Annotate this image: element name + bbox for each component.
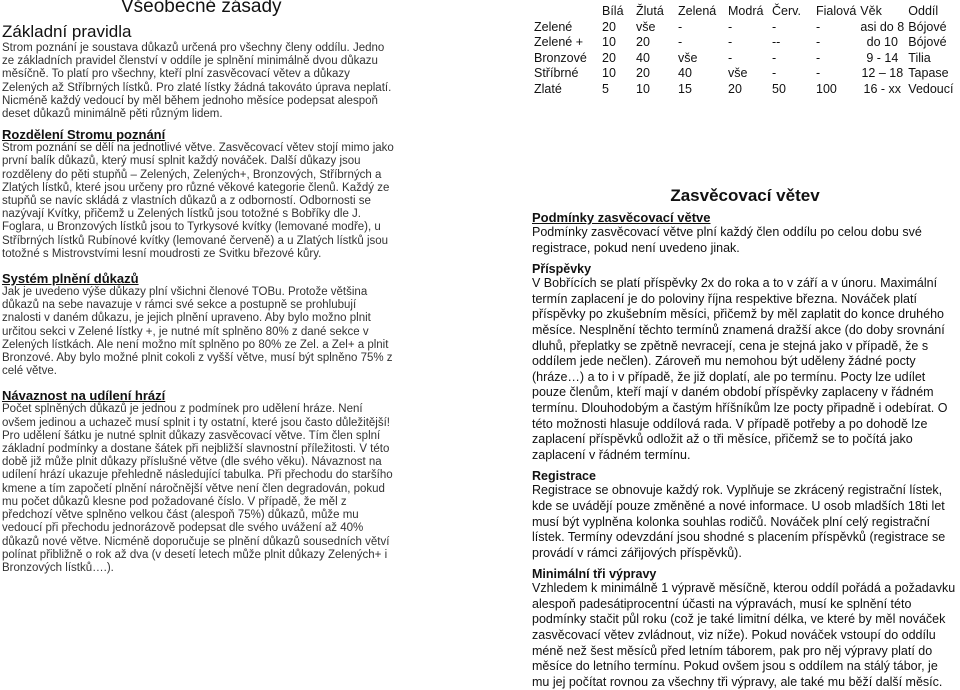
table-cell: Stříbrné [534,66,579,80]
basic-rules-paragraph: Strom poznání je soustava důkazů určená pro všechny členy oddílu. Jedno ze základních pravidel členství v oddíle je splnění minimálně dvou důkazu měsíčně. To platí pro všechny, kteří plní zasvěcovací větev a důkazy Zelených až Stříbrných lístků. Pro zlaté lístky žádná takováto úprava neplatí. Nicméně každý vedoucí by měl během jednoho měsíce podepsat alespoň deset důkazů minimálně pěti různým lidem. [2,42,392,121]
system-heading: Systém plnění důkazů [2,271,139,287]
table-row [532,35,958,51]
table-cell: - [728,19,733,34]
return-paragraph: Počet splněných důkazů je jednou z podmínek pro udělení hráze. Není ovšem jedinou a uchazeč musí splnit i ty ostatní, které jsou často důležitější! Pro udělení šátku je nutné splnit důkazy zasvěcovací větve. Tím člen splní základní podmínky a dostane šátek při nejbližší slavnostní příležitosti. V této době již může plnit důkazy příslušné větve (dle svého věku). Návaznost na udílení hrází ukazuje přehledně následující tabulka. Při přechodu do staršího kmene a tím započetí plnění náročnější větve není člen degradován, pokud mu počet důkazů klesne pod požadované číslo. V případě, že měl z předchozí větve splněno velkou část (alespoň 75%) důkazů, může mu vedoucí při přechodu jednorázově podepsat dle svého uvážení až 40% důkazů nové větve. Nicméně doporučuje se plnění důkazů sousedních větví polínat přibližně o rok až dva (v desetí letech může plnit důkazy Zelených+ i Bronzových lístků….). [2,403,393,574]
table-cell: - [772,19,777,34]
table-cell: 40 [678,66,692,80]
table-cell: 50 [772,81,786,96]
table-cell: vše [728,66,748,80]
table-cell: Zelené [534,19,573,34]
table-cell: - [728,35,733,49]
basic-rules-heading: Základní pravidla [2,22,132,41]
table-cell: - [772,50,777,65]
table-cell: 10 [636,81,650,96]
table-cell: - [816,35,821,49]
table-cell: 15 [678,81,692,96]
table-cell: 20 [602,50,616,65]
table-header-cell: Oddíl [908,4,939,18]
table-header-cell: Bílá [602,4,624,18]
table-cell: Vedoucí [908,81,954,96]
table-cell: 16 - xx [863,81,902,96]
table-cell: 9 - 14 [866,50,899,65]
table-cell: 12 – 18 [861,66,904,80]
levels-table [532,4,958,97]
table-header-cell: Červ. [772,4,801,18]
fees-paragraph: V Bobřících se platí příspěvky 2x do roka a to v září a v únoru. Maximální termín zaplacení je do poloviny října respektive března. Nováček platí příspěvky po zkušebním měsíci, přičemž by měl zaplatit do konce druhého měsíce. Nesplnění těchto termínů znamená dražší akce (do doby srovnání dluhů, přeplatky se zpětně nevracejí, cena je stejná jako v případě, že s oddílem jede nečlen). Zároveň mu nemohou být uděleny žádné pocty (hráze…) a to i v případě, že již doplatí, ale po termínu. Pocty lze udílet pouze členům, kteří mají v daném období příspěvky zaplaceny v řádném termínu. Dlouhodobým a častým hříšníkům lze pocty připadně i odebírat. O této možnosti hlasuje oddílová rada. V případě potřeby a po dohodě lze zaplacení příspěvků odložit až o tři měsíce, přičemž se to počítá jako zaplacení v řádném termínu. [532,276,948,462]
table-cell: - [678,19,683,34]
table-cell: - [772,66,777,80]
table-header-cell: Fialová [816,4,857,18]
table-cell: 100 [816,81,837,96]
table-header-row [532,4,958,20]
division-paragraph: Strom poznání se dělí na jednotlivé větve. Zasvěcovací větev stojí mimo jako první balík důkazů, který musí splnit každý nováček. Další důkazy jsou rozděleny do pěti stupňů – Zelených, Zelených+, Bronzových, Stříbrných a Zlatých lístků, které jsou určeny pro různé věkové kategorie členů. Každý ze stupňů se navíc skládá z vlastních důkazů a z odborností. Odbornosti se nazývají Kvítky, přičemž u Zelených lístků jsou totožné s Bobříky dle J. Foglara, u Bronzových lístků jsou to Tyrkysové kvítky (lemované modře), u Stříbrných lístků Rubínové kvítky (lemované červeně) a u Zlatých lístků jsou totožné s Mistrovstvími lesní moudrosti ze Svitku březové kůry. [2,142,394,260]
table-row [532,51,958,67]
table-row [532,82,958,98]
trips-paragraph: Vzhledem k minimálně 1 výpravě měsíčně, kterou oddíl pořádá a požadavku alespoň padesátiprocentní účasti na výpravách, musí ke splnění této podmínky stačit půl roku (což je také limitní délka, ve které by měl nováček zasvěcovací větev zvládnout, viz níže). Pokud nováček vstoupí do oddílu méně než šest měsíců před letním táborem, pak pro něj výpravy platí do měsíce do letního termínu. Pokud ovšem jsou s oddílem na stálý tábor, je mu jej počítat rovnou za všechny tři výpravy, ale také mu běží další měsíc. [532,581,956,689]
table-cell: Zelené + [534,35,583,49]
table-cell: Bójové [908,35,947,49]
table-row [532,66,958,82]
table-cell: 20 [636,35,650,49]
table-cell: vše [678,50,698,65]
table-cell: - [816,66,821,80]
table-cell: - [816,19,821,34]
table-row [532,20,958,36]
conditions-heading: Podmínky zasvěcovací větve [532,210,711,225]
table-cell: - [678,35,683,49]
table-header-cell: Modrá [728,4,764,18]
table-header-cell [532,4,600,20]
registration-heading: Registrace [532,469,596,484]
table-cell: Bójové [908,19,947,34]
initiation-section [532,186,958,690]
table-cell: 20 [636,66,650,80]
table-cell: 10 [602,35,616,49]
table-cell: Zlaté [534,81,562,96]
table-cell: 5 [602,81,609,96]
table-cell: 10 [602,66,616,80]
table-cell: 20 [728,81,742,96]
table-header-cell: Věk [860,4,882,18]
table-header-cell: Žlutá [636,4,664,18]
table-cell: Tilia [908,50,931,65]
table-header-cell: Zelená [678,4,717,18]
table-cell: - [728,50,733,65]
table-cell: 40 [636,50,650,65]
fees-heading: Příspěvky [532,262,592,277]
main-title: Všeobecné zásady [121,0,282,17]
conditions-paragraph: Podmínky zasvěcovací větve plní každý člen oddílu po celou dobu své registrace, pokud není uvedeno jinak. [532,225,922,255]
table-cell: Bronzové [534,50,587,65]
table-cell: 20 [602,19,616,34]
division-heading: Rozdělení Stromu poznání [2,127,166,143]
table-cell: do 10 [866,35,898,49]
table-cell: vše [636,19,656,34]
left-column [2,0,394,575]
system-paragraph: Jak je uvedeno výše důkazy plní všichni členové TOBu. Protože většina důkazů na sebe navazuje v rámci své sekce a postupně se prohlubují znalosti v daném důkazu, je jejich plnění upraveno. Aby bylo možno plnit určitou sekci v Zelené lístky +, je nutné mít splněno 80% z dané sekce v Zelených lístkách. Ale není možno mít splněno po 80% ze Zel. a Zel+ a plnit Bronzové. Aby bylo možné plnit cokoli z vyšší větve, musí být splněno 75% z celé větve. [2,286,393,378]
section-title: Zasvěcovací větev [670,186,820,205]
table-cell: Tapase [908,66,949,80]
return-heading: Návaznost na udílení hrází [2,388,166,404]
trips-heading: Minimální tři výpravy [532,567,657,582]
table-cell: -- [772,35,781,49]
registration-paragraph: Registrace se obnovuje každý rok. Vyplňuje se zkrácený registrační lístek, kde se uvádějí pouze změněné a nové informace. U osob mladších 18ti let musí být vyplněna kolonka souhlas rodičů. Nováček plní celý registrační lístek. Termíny odevzdání jsou shodné s placením příspěvků (registrace se provádí v rámci zářijových příspěvků). [532,483,946,560]
table-cell: - [816,50,821,65]
table-cell: asi do 8 [860,19,905,34]
